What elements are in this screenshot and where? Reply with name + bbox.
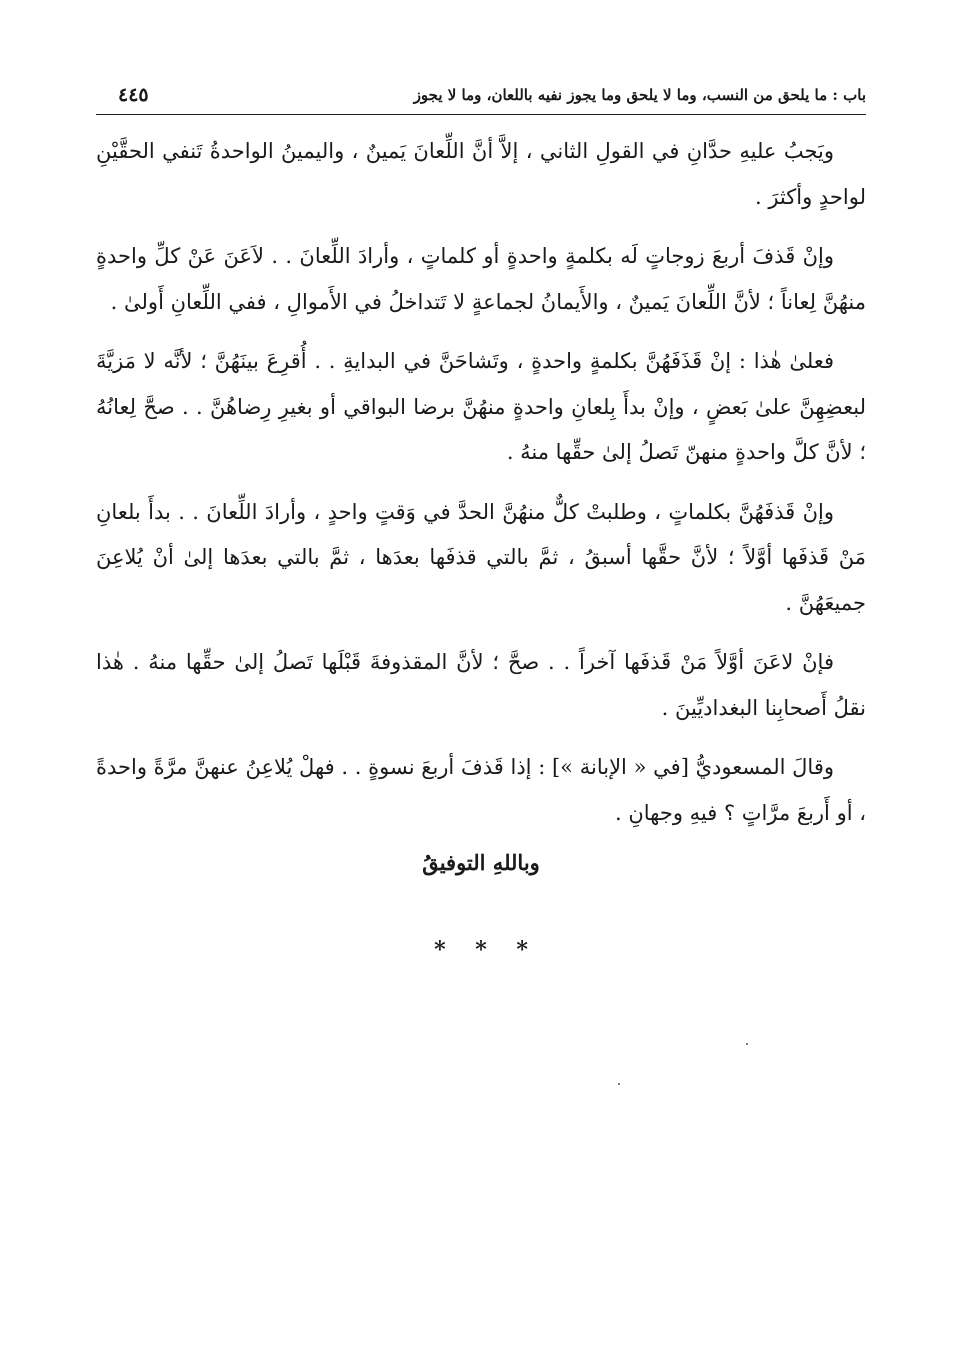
paragraph: وإنْ قَذفَ أربعَ زوجاتٍ لَه بكلمةٍ واحدةٍ أو كلماتٍ ، وأرادَ اللِّعانَ . . لاَعَنَ عَنْ كلِّ واحدةٍ منهُنَّ لِعاناً ؛ لأنَّ اللِّعانَ يَمينٌ ، والأَيمانُ لجماعةٍ لا تَتداخلُ في الأَموالِ ، ففي اللِّعانِ أَولىٰ . (96, 244, 866, 314)
scan-speck (618, 1083, 620, 1085)
scan-speck (746, 1043, 748, 1045)
paragraph: وقالَ المسعوديُّ [في « الإبانة »] : إذا قَذفَ أربعَ نسوةٍ . . فهلْ يُلاعِنُ عنهنَّ مرَّةً واحدةً ، أو أَربعَ مرَّاتٍ ؟ فيهِ وجهانِ . (96, 755, 866, 825)
paragraph: وإنْ قَذفَهُنَّ بكلماتٍ ، وطلبتْ كلٌّ منهُنَّ الحدَّ في وَقتٍ واحدٍ ، وأرادَ اللِّعانَ . . بدأَ بلعانِ مَنْ قَذفَها أوَّلاً ؛ لأنَّ حقَّها أسبقُ ، ثمَّ بالتي قذفَها بعدَها ، ثمَّ بالتي بعدَها إلىٰ أنْ يُلاعِنَ جميعَهُنَّ . (96, 499, 866, 615)
body-text (96, 129, 866, 836)
section-end-ornament: * * * (434, 937, 528, 963)
running-header (96, 78, 866, 115)
chapter-title: باب : ما يلحق من النسب، وما لا يلحق وما يجوز نفيه باللعان، وما لا يجوز (413, 86, 866, 104)
page-number: ٤٤٥ (118, 84, 149, 106)
paragraph: فعلىٰ هٰذا : إنْ قَذَفَهُنَّ بكلمةٍ واحدةٍ ، وتَشاحَنَّ في البدايةِ . . أُقرِعَ بينَهُنَّ ؛ لأنَّه لا مَزيَّةَ لبعضِهِنَّ علىٰ بَعضٍ ، وإنْ بدأَ بِلعانِ واحدةٍ منهُنَّ برضا البواقي أو بغيرِ رِضاهُنَّ . . صحَّ لِعانُهُ ؛ لأنَّ كلَّ واحدةٍ منهنّ تَصلُ إلىٰ حقِّها منهُ . (96, 349, 866, 464)
paragraph: ويَجبُ عليهِ حدَّانِ في القولِ الثاني ، إلاَّ أنَّ اللِّعانَ يَمينٌ ، واليمينُ الواحدةُ تَنفي الحقَّيْنِ لواحدٍ وأكثرَ . (96, 139, 866, 209)
closing-phrase: وباللهِ التوفيقُ (422, 850, 540, 875)
book-page (96, 78, 866, 963)
paragraph: فإنْ لاعَنَ أوَّلاً مَنْ قَذفَها آخراً . . صحَّ ؛ لأنَّ المقذوفةَ قَبْلَها تَصلُ إلىٰ حقِّها منهُ . هٰذا نقلُ أَصحابِنا البغداديِّينَ . (96, 650, 866, 720)
